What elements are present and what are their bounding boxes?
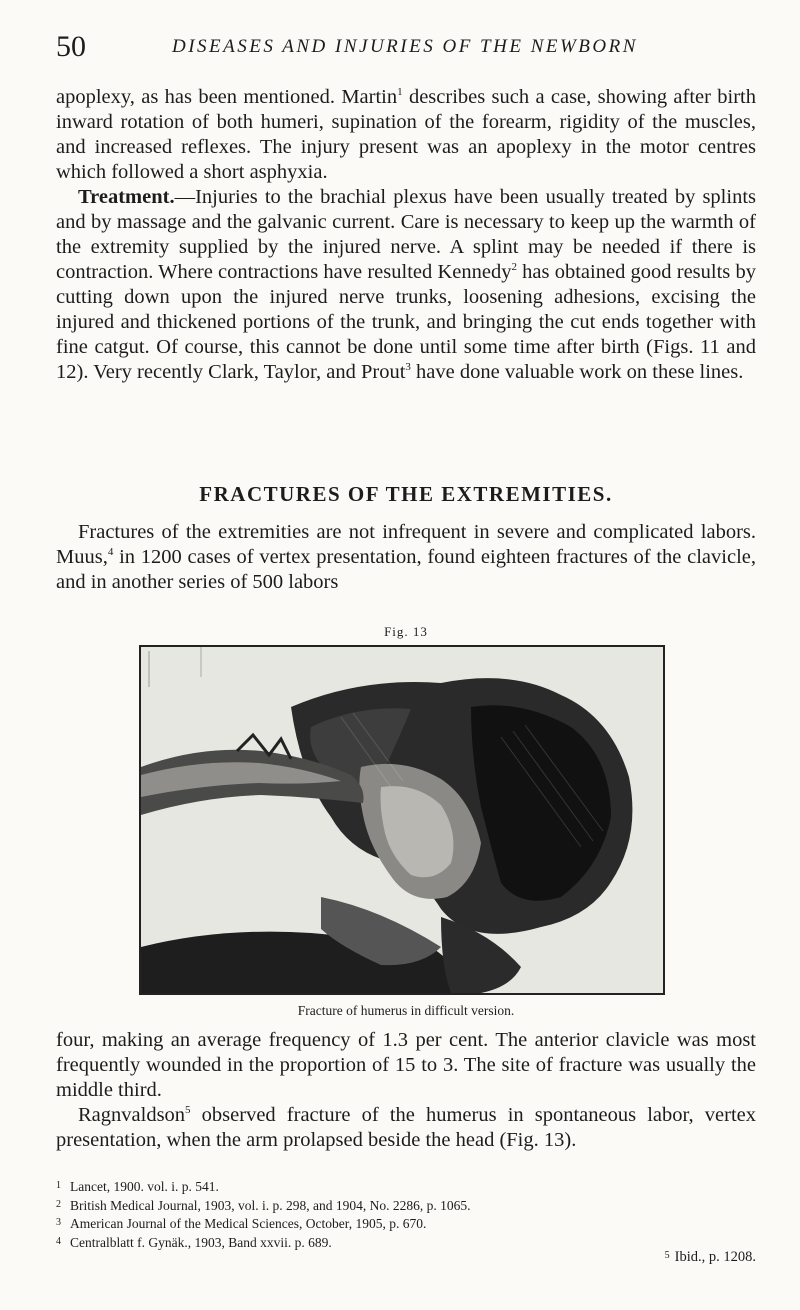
footnote-1: 1 Lancet, 1900. vol. i. p. 541. bbox=[56, 1179, 219, 1194]
paragraph-fractures: Fractures of the extremities are not infrequent in severe and complicated labors. Muus,$^4$ in 1200 cases of vertex presentation, found eighteen fractures of the clavicle, and in another series of 500 labors bbox=[56, 521, 756, 593]
footnotes bbox=[56, 1177, 756, 1265]
footnote-ref-4: 4 bbox=[107, 546, 114, 559]
page-header bbox=[56, 30, 756, 66]
footnote-4: 4 Centralblatt f. Gynäk., 1903, Band xxvii. p. 689. 5 Ibid., p. 1208. bbox=[56, 1234, 756, 1265]
running-title: DISEASES AND INJURIES OF THE NEWBORN bbox=[172, 36, 638, 57]
body-text-bottom bbox=[56, 1028, 756, 1153]
paragraph-treatment: Treatment.—Injuries to the brachial plexus have been usually treated by splints and by massage and the galvanic current. Care is necessary to keep up the warmth of the extremity supplied by the injured nerve. A splint may be needed if there is contraction. Where contractions have resulted Kennedy$^2$ has obtained good results by cutting down upon the injured nerve trunks, loosening adhesions, excising the injured and thickened portions of the trunk, and bringing the cut ends together with fine catgut. Of course, this cannot be done until some time after birth (Figs. 11 and 12). Very recently Clark, Taylor, and Prout$^3$ have done valuable work on these lines. bbox=[56, 186, 756, 383]
figure-label: Fig. 13 bbox=[384, 624, 428, 639]
footnote-3: 3 American Journal of the Medical Sciences, October, 1905, p. 670. bbox=[56, 1216, 427, 1231]
footnote-ref-3: 3 bbox=[405, 361, 411, 374]
paragraph-ragnvaldson: Ragnvaldson$^5$ observed fracture of the humerus in spontaneous labor, vertex presentation, when the arm prolapsed beside the head (Fig. 13). bbox=[56, 1104, 756, 1151]
footnote-2: 2 British Medical Journal, 1903, vol. i. p. 298, and 1904, No. 2286, p. 1065. bbox=[56, 1197, 471, 1213]
footnote-ref-5: 5 bbox=[185, 1104, 191, 1117]
figure-caption: Fracture of humerus in difficult version. bbox=[297, 1003, 515, 1018]
section-heading: FRACTURES OF THE EXTREMITIES. bbox=[199, 482, 613, 506]
paragraph-apoplexy: apoplexy, as has been mentioned. Martin$^1$ describes such a case, showing after birth inward rotation of both humeri, supination of the forearm, rigidity of the muscles, and increased reflexes. The injury present was an apoplexy in the motor centres which followed a short asphyxia. bbox=[56, 86, 756, 183]
treatment-heading: Treatment. bbox=[78, 186, 175, 208]
body-text-fractures bbox=[56, 520, 756, 595]
footnote-5: 5 Ibid., p. 1208. bbox=[664, 1248, 756, 1265]
footnote-ref-1: 1 bbox=[397, 86, 403, 99]
paragraph-frequency: four, making an average frequency of 1.3 per cent. The anterior clavicle was most frequently wounded in the proportion of 15 to 3. The site of fracture was usually the middle third. bbox=[56, 1029, 756, 1101]
body-text-top bbox=[56, 85, 756, 385]
humerus-fracture-photo bbox=[141, 647, 663, 993]
figure-photograph bbox=[139, 645, 665, 995]
page-number: 50 bbox=[56, 30, 86, 63]
footnote-ref-2: 2 bbox=[511, 261, 517, 274]
